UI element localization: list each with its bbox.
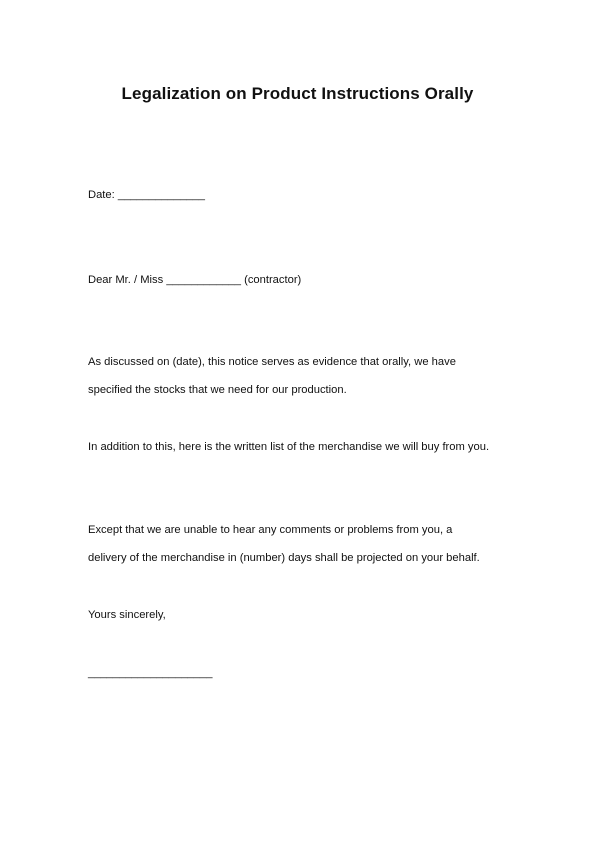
salutation: Dear Mr. / Miss ____________ (contractor) (88, 274, 302, 286)
paragraph-1-line-1: As discussed on (date), this notice serves as evidence that orally, we have (88, 356, 456, 368)
paragraph-3-line-1: Except that we are unable to hear any comments or problems from you, a (88, 524, 453, 536)
paragraph-1-line-2: specified the stocks that we need for our production. (88, 384, 347, 396)
date-line: Date: ______________ (88, 189, 205, 201)
paragraph-2: In addition to this, here is the written list of the merchandise we will buy from you. (88, 441, 490, 453)
closing: Yours sincerely, (88, 609, 166, 621)
signature-line: ____________________ (88, 667, 213, 679)
paragraph-3-line-2: delivery of the merchandise in (number) days shall be projected on your behalf. (88, 552, 480, 564)
document-title: Legalization on Product Instructions Orally (121, 84, 474, 103)
